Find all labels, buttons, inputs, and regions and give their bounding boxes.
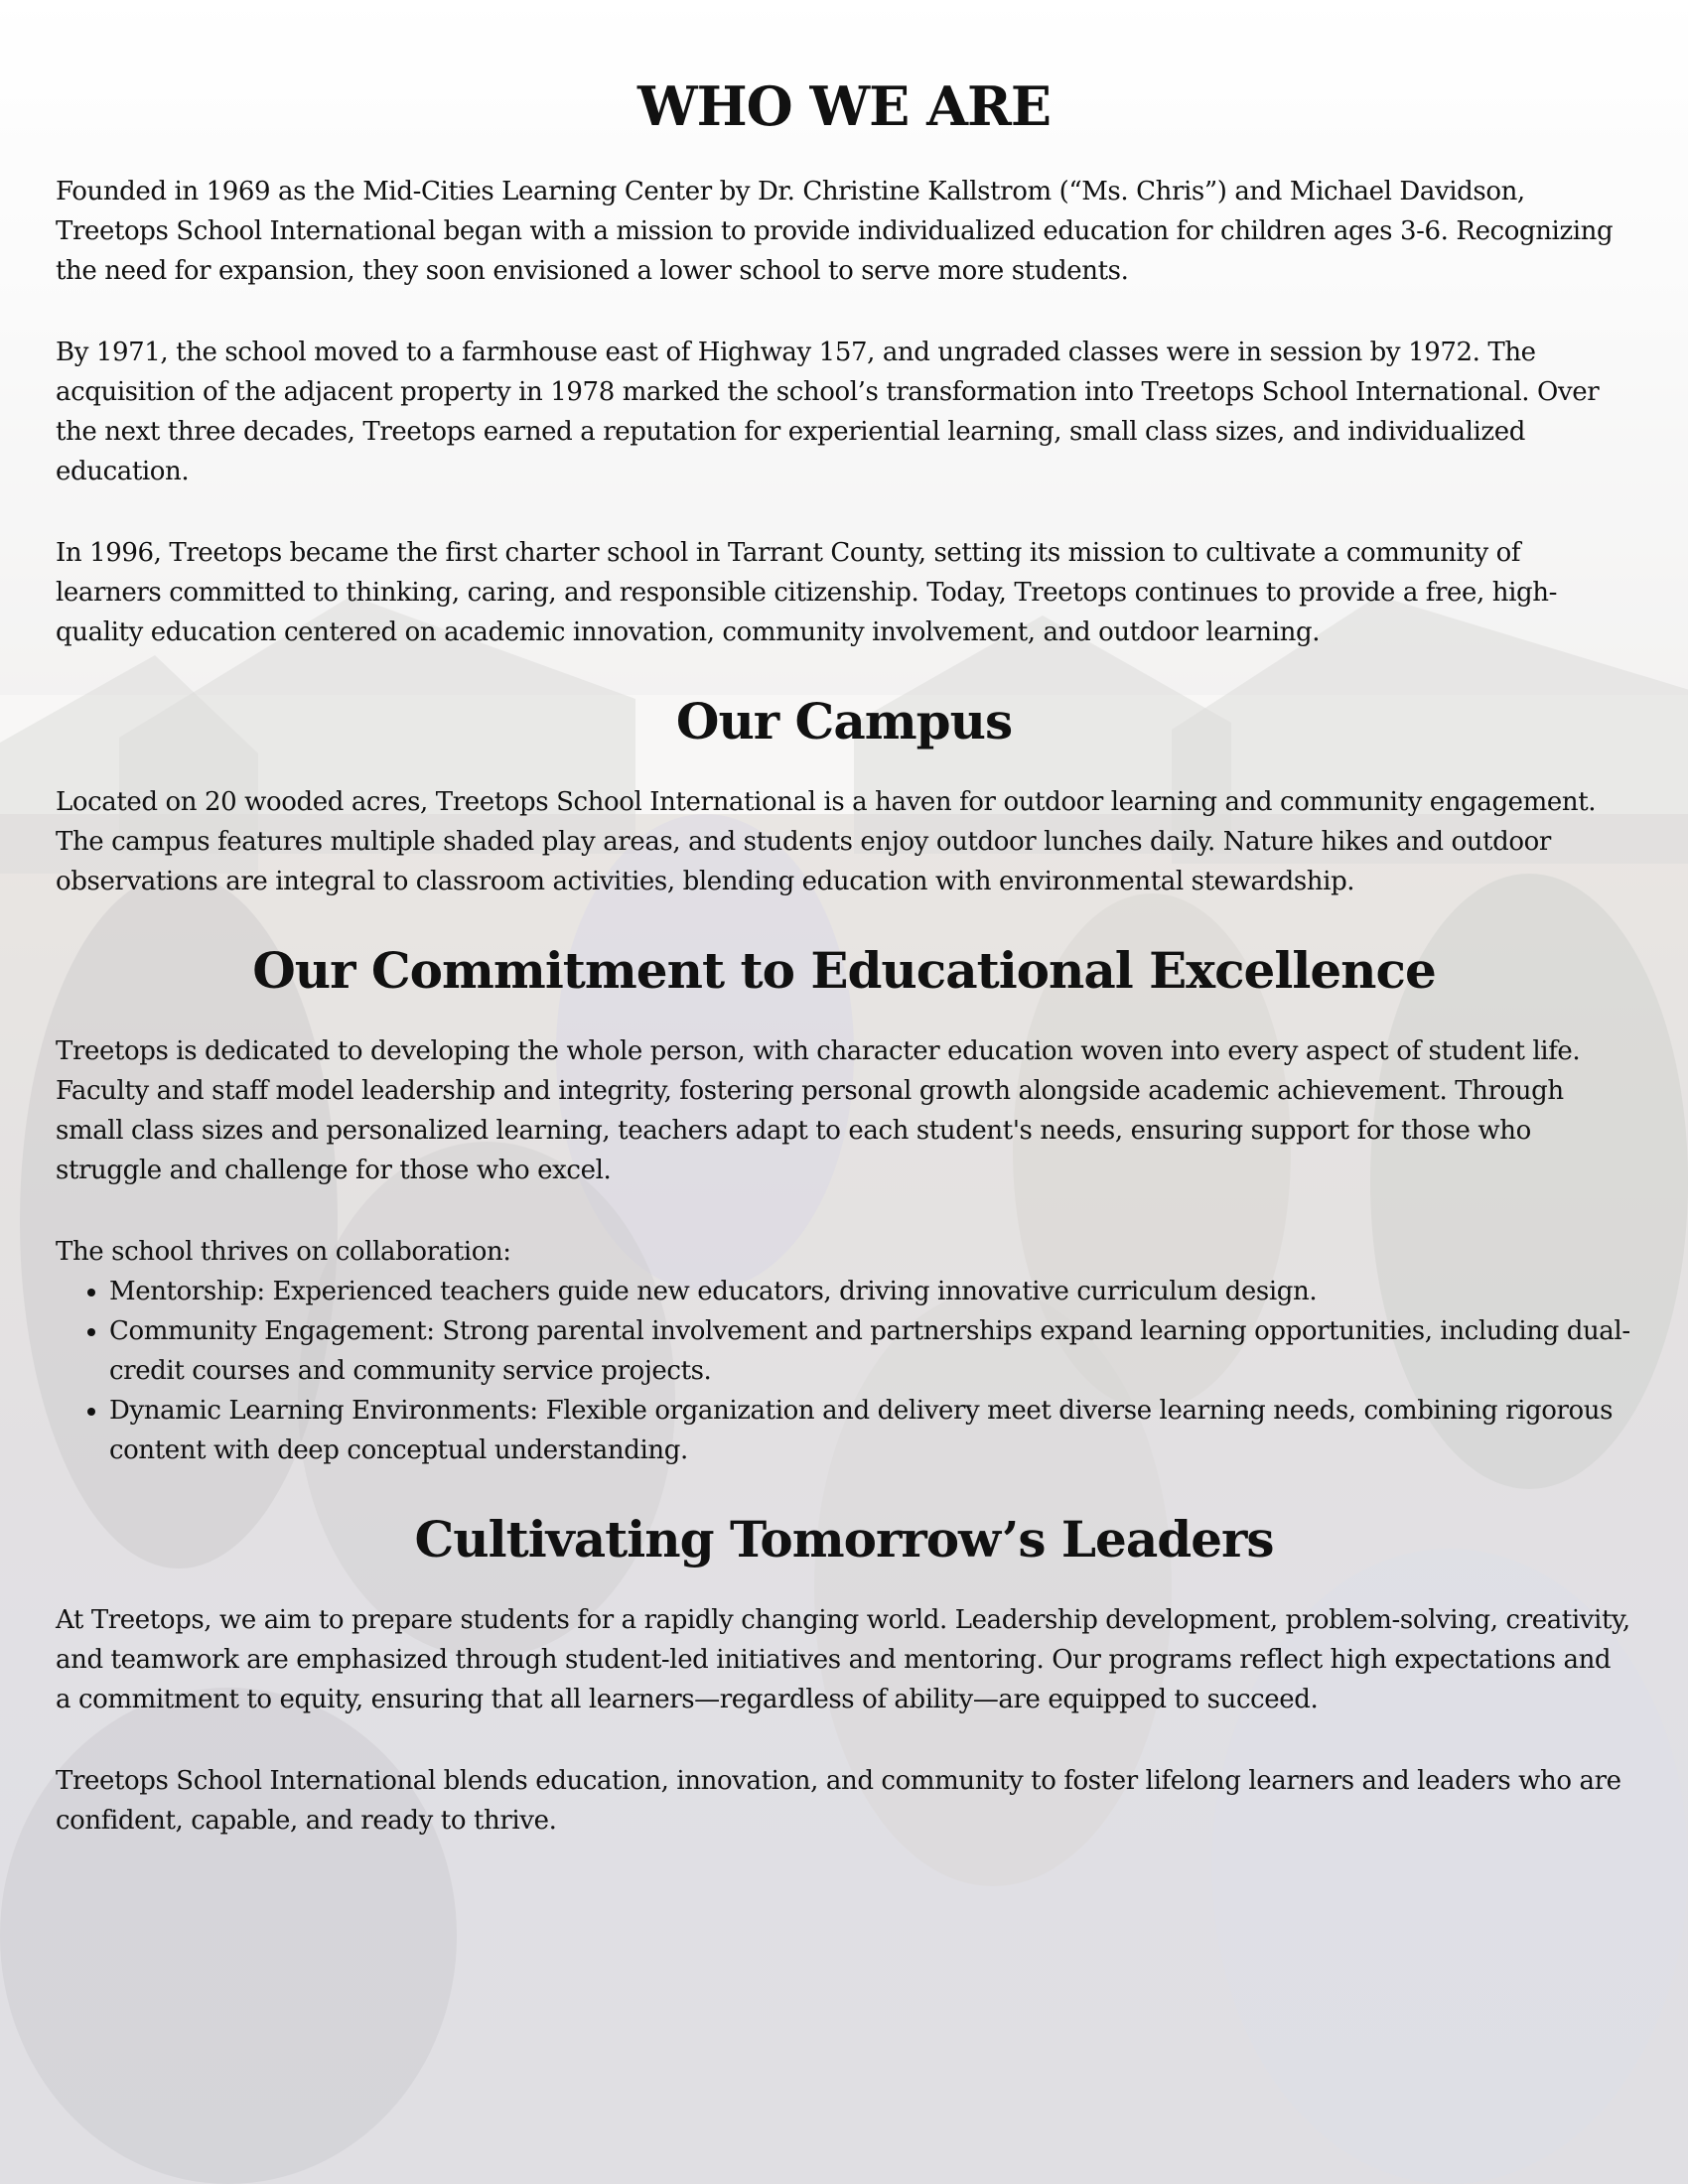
who-we-are-paragraph-2: By 1971, the school moved to a farmhouse east of Highway 157, and ungraded classes were in session by 1972. The acquisition of the adjacent property in 1978 marked the school’s transformation into Treetops School International. Over the next three decades, Treetops earned a reputation for experiential learning, small class sizes, and individualized education.	[56, 338, 1600, 487]
campus-heading: Our Campus	[675, 692, 1013, 751]
who-we-are-paragraph-1: Founded in 1969 as the Mid-Cities Learning Center by Dr. Christine Kallstrom (“Ms. Chris”) and Michael Davidson, Treetops School International began with a mission to provide individualized education for children ages 3-6. Recognizing the need for expansion, they soon envisioned a lower school to serve more students.	[56, 177, 1614, 287]
list-item: • Mentorship: Experienced teachers guide new educators, driving innovative curriculum design.	[109, 1272, 1632, 1311]
page-title: WHO WE ARE	[636, 74, 1052, 138]
leaders-paragraph-2: Treetops School International blends education, innovation, and community to foster lifelong learners and leaders who are confident, capable, and ready to thrive.	[56, 1766, 1621, 1837]
list-item: • Dynamic Learning Environments: Flexible organization and delivery meet diverse learning needs, combining rigorous content with deep conceptual understanding.	[109, 1391, 1632, 1470]
leaders-paragraph-1: At Treetops, we aim to prepare students for a rapidly changing world. Leadership development, problem-solving, creativity, and teamwork are emphasized through student-led initiatives and mentoring. Our programs reflect high expectations and a commitment to equity, ensuring that all learners—regardless of ability—are equipped to succeed.	[56, 1605, 1630, 1715]
commitment-paragraph-2: The school thrives on collaboration:	[56, 1237, 511, 1268]
commitment-heading: Our Commitment to Educational Excellence	[252, 941, 1436, 1001]
leaders-heading: Cultivating Tomorrow’s Leaders	[414, 1510, 1274, 1570]
commitment-paragraph-1: Treetops is dedicated to developing the whole person, with character education woven into every aspect of student life. Faculty and staff model leadership and integrity, fostering personal growth alongside academic achievement. Through small class sizes and personalized learning, teachers adapt to each student's needs, ensuring support for those who struggle and challenge for those who excel.	[56, 1036, 1581, 1186]
who-we-are-paragraph-3: In 1996, Treetops became the first charter school in Tarrant County, setting its mission to cultivate a community of learners committed to thinking, caring, and responsible citizenship. Today, Treetops continues to provide a free, high-quality education centered on academic innovation, community involvement, and outdoor learning.	[56, 538, 1557, 648]
collaboration-list	[56, 1272, 1632, 1470]
campus-paragraph: Located on 20 wooded acres, Treetops School International is a haven for outdoor learning and community engagement. The campus features multiple shaded play areas, and students enjoy outdoor lunches daily. Nature hikes and outdoor observations are integral to classroom activities, blending education with environmental stewardship.	[56, 787, 1597, 897]
list-item: • Community Engagement: Strong parental involvement and partnerships expand learning opportunities, including dual-credit courses and community service projects.	[109, 1311, 1632, 1391]
